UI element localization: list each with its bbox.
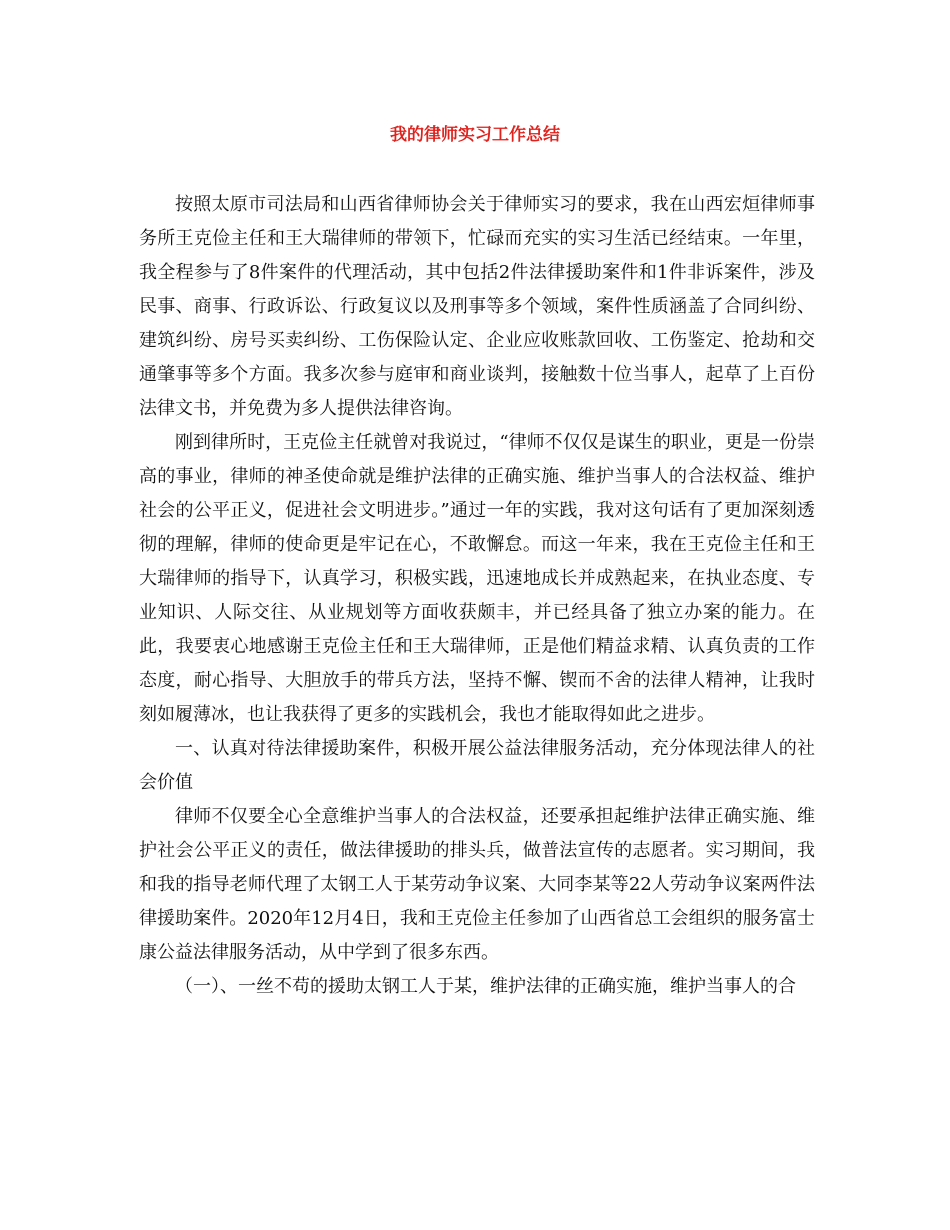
section-heading-legal-aid: 一、认真对待法律援助案件，积极开展公益法律服务活动，充分体现法律人的社会价值 [139, 738, 815, 793]
document-title: 我的律师实习工作总结 [390, 125, 560, 145]
paragraph-legal-aid: 律师不仅要全心全意维护当事人的合法权益，还要承担起维护法律正确实施、维护社会公平正义的责任，做法律援助的排头兵，做普法宣传的志愿者。实习期间，我和我的指导老师代理了太钢工人于某劳动争议案、大同李某等22人劳动争议案两件法律援助案件。2020年12月4日，我和王克俭主任参加了山西省总工会组织的服务富士康公益法律服务活动，从中学到了很多东西。 [139, 806, 815, 963]
paragraph-mentor-quote: 刚到律所时，王克俭主任就曾对我说过，“律师不仅仅是谋生的职业，更是一份崇高的事业，律师的神圣使命就是维护法律的正确实施、维护当事人的合法权益、维护社会的公平正义，促进社会文明进步。”通过一年的实践，我对这句话有了更加深刻透彻的理解，律师的使命更是牢记在心，不敢懈怠。而这一年来，我在王克俭主任和王大瑞律师的指导下，认真学习，积极实践，迅速地成长并成熟起来，在执业态度、专业知识、人际交往、从业规划等方面收获颇丰，并已经具备了独立办案的能力。在此，我要衷心地感谢王克俭主任和王大瑞律师，正是他们精益求精、认真负责的工作态度，耐心指导、大胆放手的带兵方法，坚持不懈、锲而不舍的法律人精神，让我时刻如履薄冰，也让我获得了更多的实践机会，我也才能取得如此之进步。 [139, 432, 815, 725]
subsection-heading-yu-case: （一）、一丝不苟的援助太钢工人于某，维护法律的正确实施，维护当事人的合 [175, 976, 796, 997]
document-body [139, 188, 815, 1004]
paragraph-intro: 按照太原市司法局和山西省律师协会关于律师实习的要求，我在山西宏烜律师事务所王克俭主任和王大瑞律师的带领下，忙碌而充实的实习生活已经结束。一年里，我全程参与了8件案件的代理活动，其中包括2件法律援助案件和1件非诉案件，涉及民事、商事、行政诉讼、行政复议以及刑事等多个领域，案件性质涵盖了合同纠纷、建筑纠纷、房号买卖纠纷、工伤保险认定、企业应收账款回收、工伤鉴定、抢劫和交通肇事等多个方面。我多次参与庭审和商业谈判，接触数十位当事人，起草了上百份法律文书，并免费为多人提供法律咨询。 [139, 194, 815, 419]
